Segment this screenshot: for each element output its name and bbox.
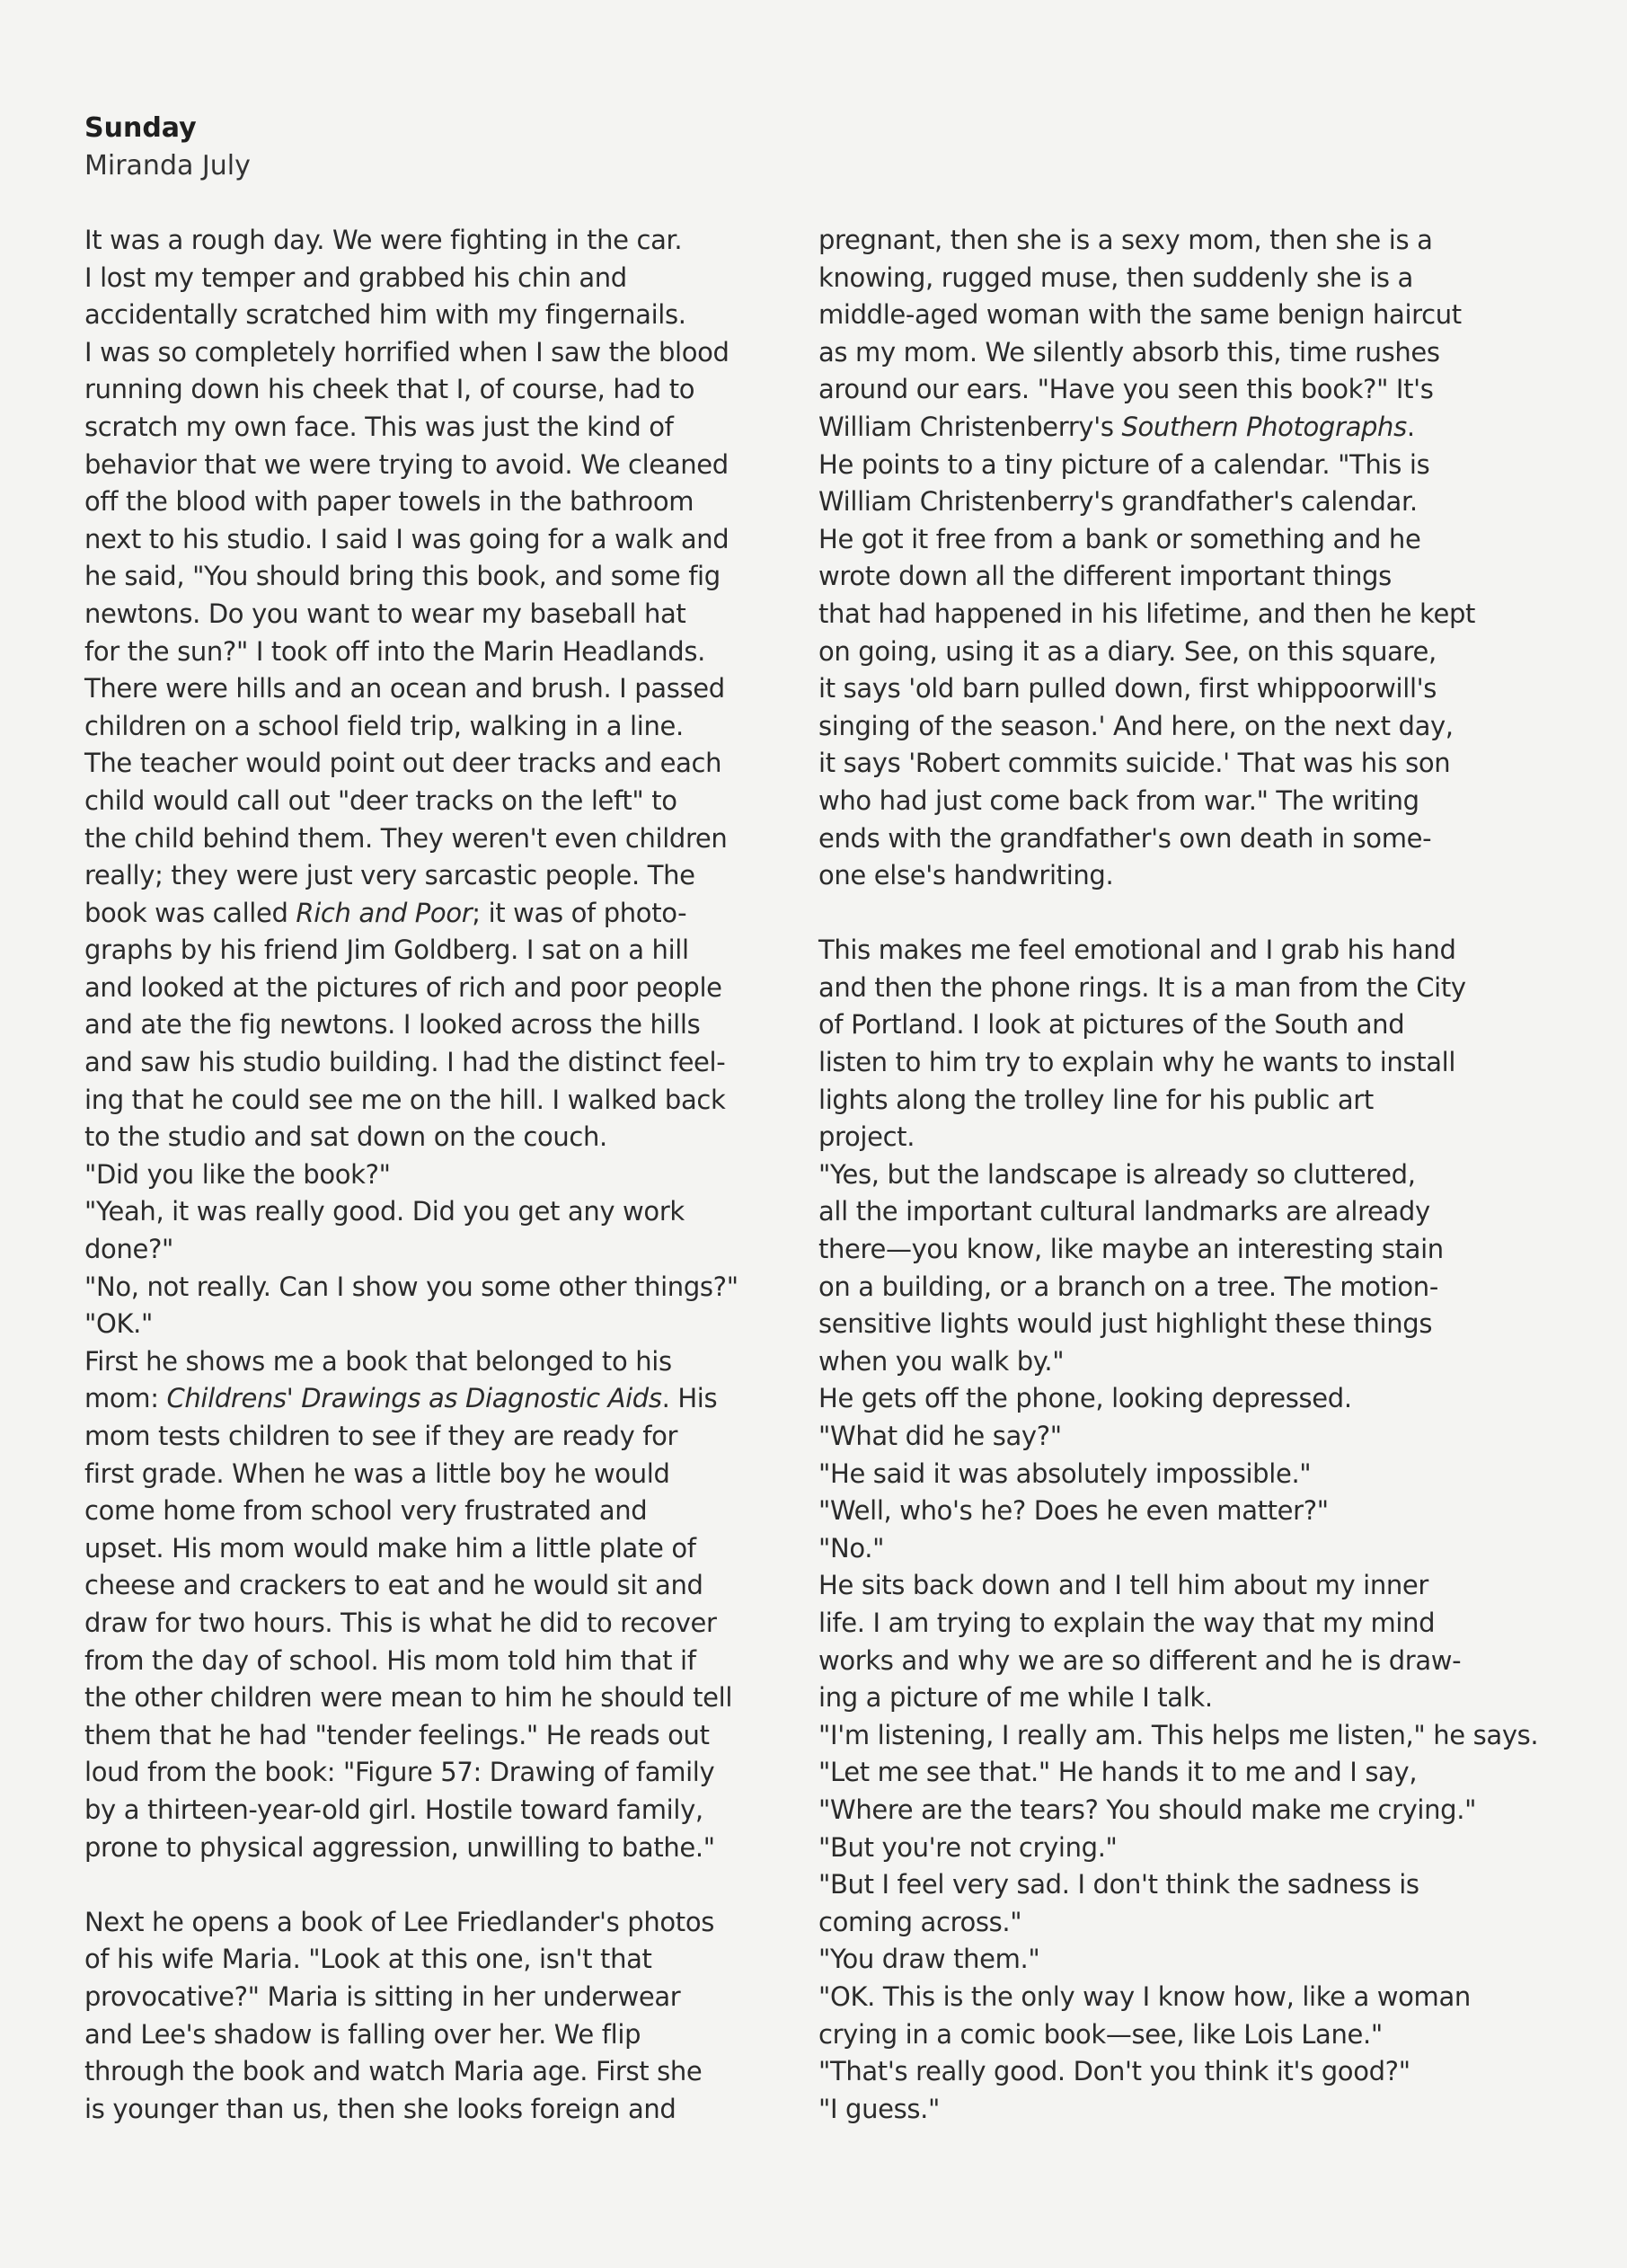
text-line: ends with the grandfather's own death in some-: [818, 822, 1432, 854]
text-line: of Portland. I look at pictures of the South and: [818, 1009, 1405, 1041]
text-line: pregnant, then she is a sexy mom, then she is a: [818, 225, 1433, 255]
text-line: and then the phone rings. It is a man from the City: [818, 971, 1466, 1003]
text-line: as my mom. We silently absorb this, time rushes: [818, 336, 1440, 368]
text-line: mom tests children to see if they are ready for: [84, 1421, 678, 1451]
text-line: ing a picture of me while I talk.: [818, 1682, 1213, 1714]
text-line: "But I feel very sad. I don't think the sadness is: [818, 1869, 1419, 1900]
text-line: The teacher would point out deer tracks and each: [84, 748, 722, 779]
text-line: There were hills and an ocean and brush. I passed: [84, 673, 725, 704]
text-line: "No, not really. Can I show you some other things?": [84, 1271, 738, 1302]
text-line: through the book and watch Maria age. First she: [84, 2056, 703, 2087]
text-line: ing that he could see me on the hill. I walked back: [84, 1084, 726, 1115]
text-line: "Well, who's he? Does he even matter?": [818, 1495, 1329, 1527]
text-line: lights along the trolley line for his public art: [818, 1084, 1374, 1115]
text-line: He sits back down and I tell him about my inner: [818, 1570, 1428, 1601]
text-line: and looked at the pictures of rich and poor people: [84, 971, 722, 1003]
text-line: project.: [818, 1121, 915, 1153]
text-line: them that he had "tender feelings." He reads out: [84, 1719, 710, 1750]
text-line: "Yes, but the landscape is already so cluttered,: [818, 1158, 1416, 1190]
right-text-column: [818, 222, 1539, 2128]
book-title: Southern Photographs: [1121, 411, 1407, 442]
text-line: wrote down all the different important things: [818, 561, 1392, 592]
text-line: that had happened in his lifetime, and then he kept: [818, 598, 1476, 629]
text-line: it says 'Robert commits suicide.' That was his son: [818, 748, 1451, 779]
text-line: "Yeah, it was really good. Did you get any work: [84, 1196, 685, 1227]
text-line: mom: Childrens' Drawings as Diagnostic Aids. His: [84, 1383, 718, 1414]
text-line: and ate the fig newtons. I looked across the hills: [84, 1009, 701, 1041]
text-line: running down his cheek that I, of course, had to: [84, 374, 695, 405]
text-line: listen to him try to explain why he wants to install: [818, 1047, 1456, 1078]
text-line: is younger than us, then she looks foreign and: [84, 2093, 676, 2124]
text-line: done?": [84, 1234, 174, 1265]
text-line: "He said it was absolutely impossible.": [818, 1457, 1312, 1489]
text-line: by a thirteen-year-old girl. Hostile toward family,: [84, 1794, 703, 1825]
text-line: there—you know, like maybe an interesting stain: [818, 1234, 1444, 1265]
text-line: I lost my temper and grabbed his chin and: [84, 261, 627, 293]
paragraph-break: [84, 1866, 794, 1904]
text-line: the child behind them. They weren't even children: [84, 822, 728, 854]
left-text-column: [84, 222, 794, 2128]
text-line: "You draw them.": [818, 1944, 1040, 1975]
text-line: He gets off the phone, looking depressed.: [818, 1383, 1352, 1414]
article-author: Miranda July: [84, 150, 251, 182]
text-line: child would call out "deer tracks on the left" to: [84, 784, 677, 816]
text-line: I was so completely horrified when I saw the blood: [84, 336, 729, 368]
text-line: It was a rough day. We were fighting in the car.: [84, 225, 683, 255]
text-line: "OK. This is the only way I know how, like a woman: [818, 1980, 1471, 2012]
book-title: Childrens' Drawings as Diagnostic Aids: [166, 1383, 662, 1414]
text-line: "I guess.": [818, 2093, 941, 2124]
text-line: one else's handwriting.: [818, 860, 1114, 891]
text-line: First he shows me a book that belonged to his: [84, 1345, 672, 1377]
text-line: Next he opens a book of Lee Friedlander's photos: [84, 1906, 714, 1937]
text-line: William Christenberry's grandfather's calendar.: [818, 486, 1418, 518]
book-title: Rich and Poor: [296, 897, 473, 928]
text-line: "Where are the tears? You should make me crying.": [818, 1794, 1477, 1825]
text-line: "Let me see that." He hands it to me and I say,: [818, 1757, 1418, 1788]
text-line: first grade. When he was a little boy he would: [84, 1457, 670, 1489]
text-line: and saw his studio building. I had the distinct feel-: [84, 1047, 726, 1078]
text-line: come home from school very frustrated and: [84, 1495, 648, 1527]
paragraph-break: [818, 895, 1528, 933]
text-line: sensitive lights would just highlight these things: [818, 1308, 1433, 1340]
text-line: provocative?" Maria is sitting in her underwear: [84, 1980, 681, 2012]
text-line: who had just come back from war." The writing: [818, 784, 1419, 816]
text-line: to the studio and sat down on the couch.: [84, 1121, 607, 1153]
text-line: when you walk by.": [818, 1345, 1065, 1377]
text-line: middle-aged woman with the same benign haircut: [818, 299, 1462, 331]
text-line: upset. His mom would make him a little plate of: [84, 1532, 696, 1564]
text-line: "I'm listening, I really am. This helps me listen," he says.: [818, 1719, 1539, 1750]
text-line: coming across.": [818, 1906, 1022, 1937]
text-line: draw for two hours. This is what he did to recover: [84, 1607, 717, 1638]
text-line: accidentally scratched him with my fingernails.: [84, 299, 686, 331]
text-line: on going, using it as a diary. See, on this square,: [818, 635, 1437, 667]
text-line: for the sun?" I took off into the Marin Headlands.: [84, 635, 705, 667]
text-line: the other children were mean to him he should tell: [84, 1682, 733, 1714]
text-line: "That's really good. Don't you think it's good?": [818, 2056, 1410, 2087]
text-line: "But you're not crying.": [818, 1831, 1118, 1863]
text-line: works and why we are so different and he is draw-: [818, 1644, 1462, 1676]
text-line: life. I am trying to explain the way that my mind: [818, 1607, 1436, 1638]
text-line: cheese and crackers to eat and he would sit and: [84, 1570, 703, 1601]
text-line: newtons. Do you want to wear my baseball hat: [84, 598, 686, 629]
text-line: book was called Rich and Poor; it was of photo-: [84, 897, 687, 928]
text-line: knowing, rugged muse, then suddenly she is a: [818, 261, 1413, 293]
text-line: from the day of school. His mom told him that if: [84, 1644, 696, 1676]
text-line: it says 'old barn pulled down, first whippoorwill's: [818, 673, 1437, 704]
text-line: children on a school field trip, walking in a line.: [84, 710, 684, 741]
text-line: "No.": [818, 1532, 885, 1564]
text-line: and Lee's shadow is falling over her. We flip: [84, 2018, 641, 2050]
text-line: "OK.": [84, 1308, 153, 1340]
text-line: next to his studio. I said I was going for a walk and: [84, 523, 729, 554]
text-line: on a building, or a branch on a tree. The motion-: [818, 1271, 1438, 1302]
text-line: "What did he say?": [818, 1421, 1062, 1451]
text-line: scratch my own face. This was just the kind of: [84, 411, 674, 442]
text-line: all the important cultural landmarks are already: [818, 1196, 1430, 1227]
text-line: prone to physical aggression, unwilling to bathe.": [84, 1831, 715, 1863]
text-line: He points to a tiny picture of a calendar. "This is: [818, 448, 1430, 480]
text-line: he said, "You should bring this book, and some fig: [84, 561, 721, 592]
text-line: This makes me feel emotional and I grab his hand: [818, 935, 1456, 966]
text-line: crying in a comic book—see, like Lois Lane.": [818, 2018, 1383, 2050]
text-line: He got it free from a bank or something and he: [818, 523, 1421, 554]
text-line: around our ears. "Have you seen this book?" It's: [818, 374, 1434, 405]
text-line: loud from the book: "Figure 57: Drawing of family: [84, 1757, 715, 1788]
text-line: really; they were just very sarcastic people. The: [84, 860, 695, 891]
article-header: [84, 110, 251, 185]
text-line: off the blood with paper towels in the bathroom: [84, 486, 694, 518]
text-line: graphs by his friend Jim Goldberg. I sat on a hill: [84, 935, 689, 966]
text-line: behavior that we were trying to avoid. We cleaned: [84, 448, 729, 480]
text-line: of his wife Maria. "Look at this one, isn't that: [84, 1944, 652, 1975]
text-line: William Christenberry's Southern Photographs.: [818, 411, 1415, 442]
text-line: "Did you like the book?": [84, 1158, 391, 1190]
text-line: singing of the season.' And here, on the next day,: [818, 710, 1454, 741]
article-title: Sunday: [84, 112, 197, 144]
